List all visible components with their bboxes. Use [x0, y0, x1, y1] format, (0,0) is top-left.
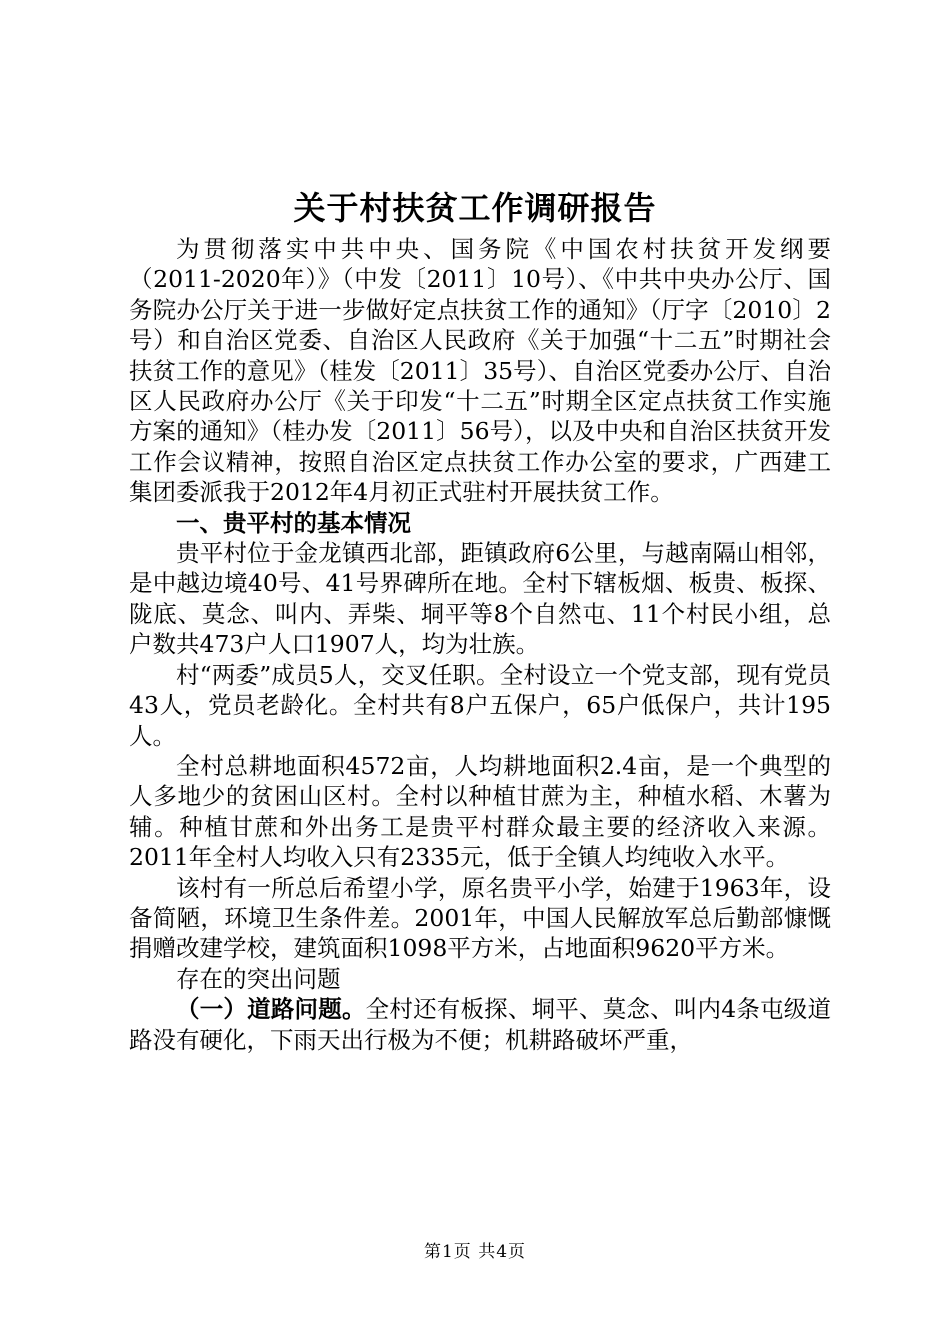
issue-heading-road: （一）道路问题。 [176, 995, 366, 1024]
paragraph-committee: 村“两委”成员5人，交叉任职。全村设立一个党支部，现有党员43人，党员老龄化。全村共有8户五保户，65户低保户，共计195人。 [129, 660, 831, 750]
document-body [129, 234, 831, 1055]
section-heading-basic-situation: 一、贵平村的基本情况 [176, 508, 411, 537]
document-title: 关于村扶贫工作调研报告 [293, 189, 657, 227]
paragraph-road-issue [129, 994, 831, 1055]
page-footer: 第1页 共4页 [423, 1242, 527, 1262]
issue-text-road: 全村还有板探、垌平、莫念、叫内4条屯级道路没有硬化，下雨天出行极为不便；机耕路破坏严重， [129, 995, 832, 1054]
intro-paragraph: 为贯彻落实中共中央、国务院《中国农村扶贫开发纲要（2011-2020年）》（中发〔2011〕10号）、《中共中央办公厅、国务院办公厅关于进一步做好定点扶贫工作的通知》（厅字〔2010〕2号）和自治区党委、自治区人民政府《关于加强“十二五”时期社会扶贫工作的意见》（桂发〔2011〕35号）、自治区党委办公厅、自治区人民政府办公厅《关于印发“十二五”时期全区定点扶贫工作实施方案的通知》（桂办发〔2011〕56号），以及中央和自治区扶贫开发工作会议精神，按照自治区定点扶贫工作办公室的要求，广西建工集团委派我于2012年4月初正式驻村开展扶贫工作。 [129, 235, 831, 507]
paragraph-farmland: 全村总耕地面积4572亩，人均耕地面积2.4亩，是一个典型的人多地少的贫困山区村。全村以种植甘蔗为主，种植水稻、木薯为辅。种植甘蔗和外出务工是贵平村群众最主要的经济收入来源。2011年全村人均收入只有2335元，低于全镇人均纯收入水平。 [129, 751, 831, 872]
paragraph-school: 该村有一所总后希望小学，原名贵平小学，始建于1963年，设备简陋，环境卫生条件差。2001年，中国人民解放军总后勤部慷慨捐赠改建学校，建筑面积1098平方米，占地面积9620平方米。 [129, 873, 831, 963]
section-label-problems: 存在的突出问题 [176, 964, 341, 993]
paragraph-location: 贵平村位于金龙镇西北部，距镇政府6公里，与越南隔山相邻，是中越边境40号、41号界碑所在地。全村下辖板烟、板贵、板探、陇底、莫念、叫内、弄柴、垌平等8个自然屯、11个村民小组，总户数共473户人口1907人，均为壮族。 [129, 539, 831, 659]
